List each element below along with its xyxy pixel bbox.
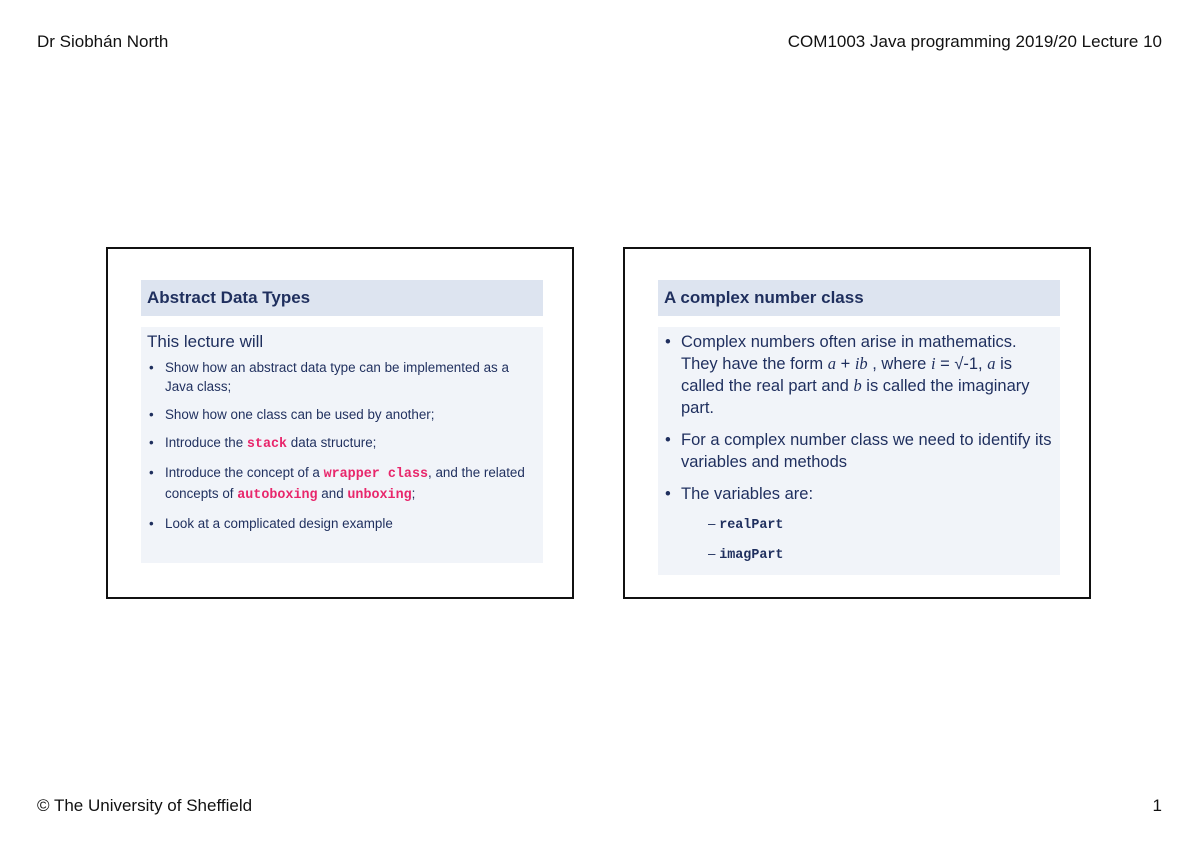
list-item: • Show how one class can be used by another;: [147, 405, 537, 424]
dash: –: [708, 546, 716, 561]
list-item: [664, 483, 1054, 565]
slide-title: A complex number class: [658, 280, 1060, 316]
intro-text: This lecture will: [147, 332, 264, 351]
item-text: Introduce the: [165, 435, 247, 450]
list-item: [664, 331, 1054, 419]
list-item: [147, 463, 537, 505]
item-text: , where: [867, 355, 931, 373]
bullet-list: [664, 331, 1054, 565]
sub-list: [681, 514, 1054, 565]
item-text: is called the imaginary part.: [681, 377, 1030, 417]
math-ib: ib: [854, 354, 868, 373]
keyword-wrapper-class: wrapper class: [323, 467, 429, 482]
item-text: ;: [411, 486, 416, 501]
item-text: Complex numbers often arise in mathematics. They have the form: [681, 333, 1017, 373]
sub-list-item: [708, 544, 1054, 565]
slide-body: [658, 327, 1060, 575]
math-b: b: [853, 376, 862, 395]
bullet-list: [147, 358, 537, 533]
copyright-notice: © The University of Sheffield: [37, 796, 253, 815]
keyword-unboxing: unboxing: [347, 488, 412, 503]
slide-abstract-data-types: [106, 247, 574, 599]
slide-body: [141, 327, 543, 563]
item-text: The variables are:: [681, 485, 814, 503]
list-item: • Show how an abstract data type can be implemented as a Java class;: [147, 358, 537, 396]
item-text: is called the real part and: [681, 355, 1012, 395]
keyword-autoboxing: autoboxing: [237, 488, 318, 503]
slide-title: Abstract Data Types: [141, 280, 543, 316]
item-text: = √-1,: [935, 355, 988, 373]
item-text: data structure;: [287, 435, 377, 450]
list-item: • For a complex number class we need to identify its variables and methods: [664, 429, 1054, 473]
item-text: +: [836, 355, 855, 373]
item-text: Introduce the concept of a: [165, 465, 324, 480]
math-a: a: [827, 354, 836, 373]
sub-list-item: [708, 514, 1054, 535]
dash: –: [708, 516, 716, 531]
slide-complex-number-class: [623, 247, 1091, 599]
code-imagpart: imagPart: [719, 548, 784, 563]
math-i: i: [930, 354, 936, 373]
author-name: Dr Siobhán North: [37, 32, 169, 51]
code-realpart: realPart: [719, 518, 784, 533]
list-item: [147, 433, 537, 454]
item-text: and: [317, 486, 348, 501]
course-title: COM1003 Java programming 2019/20 Lecture 10: [787, 32, 1162, 51]
page-number: 1: [1152, 796, 1162, 815]
keyword-stack: stack: [246, 437, 288, 452]
math-a: a: [987, 354, 996, 373]
item-text: , and the related concepts of: [165, 465, 525, 501]
list-item: • Look at a complicated design example: [147, 514, 537, 533]
